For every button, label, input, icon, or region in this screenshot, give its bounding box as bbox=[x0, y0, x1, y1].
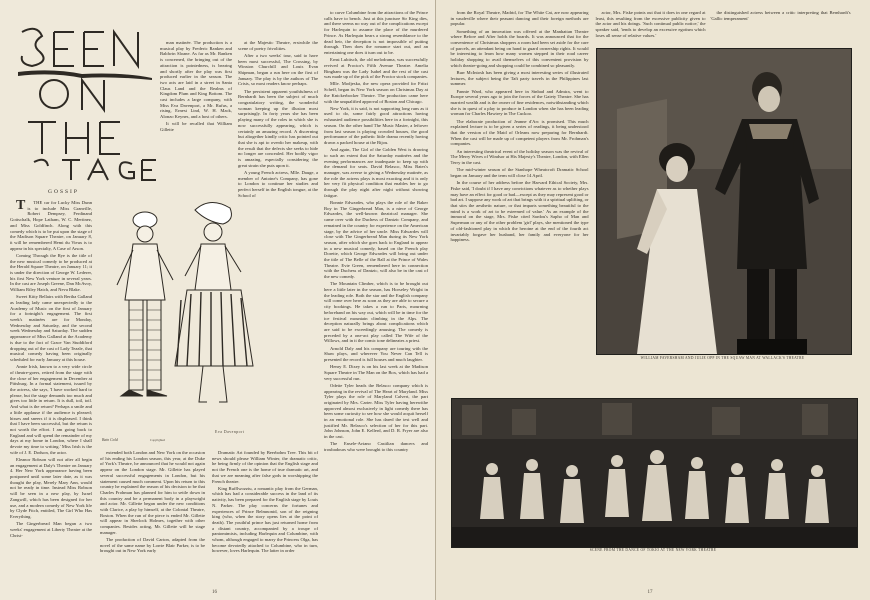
paragraph: Dramatic Art founded by Beerbohm Tree. This bit of news should please William Winter, the dramatic critic, he being firmly of the opinion that the English stage and not the French one is the home of true dramatic art, and that we are meaning after false gods in worshipping the French theatre. bbox=[212, 450, 318, 484]
page-number-right: 17 bbox=[647, 590, 653, 595]
right-bottom-col3 bbox=[551, 556, 646, 594]
paragraph: Bonnie Edwardes, who plays the role of the Baker Boy in The Gingerbread Man, is a niece of George Edwardes, the well-known theatrical manager. She came over with the Duchess of Dantzic Company, and remained in the country for experience on the American stage, by the advice of her uncle. Miss Edwardes will close with The Gingerbread Man during its New York season, after which she goes back to England to appear in a new musical comedy, based on the French play Dorette, which George Edwardes will bring out under the title of The Belle of the Ball at the Prince of Wales Theatre. Evie Green, remembered here in connection with the Duchess of Dantzic, will also be in the cast of the new comedy. bbox=[324, 200, 428, 280]
paragraph: In the course of her address before the Harvard Ethical Society, Mrs. Fiske said, 'I doubt if I have any convictions whatever as to whether plays may have an effect for good or bad—except as they may represent good or bad art. I suppose any work of art that brings with it a spiritual uplifting, or that stirs the aesthetic nature, or that imparts something beautiful to the mind is a work of art to be esteemed of value.' As an example of the immoral on the stage, Mrs. Fiske cited Sardou's Sapho of Man and Superman or any of the other problem 'girl' plays, she mentioned the type of old-fashioned play in which the heroine at the end of the fourth act invariably forgave her husband, her family and everyone for her happiness. bbox=[450, 180, 589, 243]
paragraph: extended both London and New York on the occasion of his ending his London season, this year, at the Duke of York's Theatre, he announced that he would not again appear on the London stage. Mr. Gillette has played several successful engagements in London, but his statement caused much comment. Upon his return to this country he explained the reason of his decision to be that Charles Frohman has planned for him to settle down in this country and be a permanent body in a playwright and actor. Mr. Gillette began under the new conditions with Clarice, a play by himself, at the Colonial Theatre, Boston. When the run of the piece is ended Mr. Gillette will appear in Sherlock Holmes, together with other companies. Besides acting, Mr. Gillette will be stage manager. bbox=[100, 450, 205, 535]
dropcap: T bbox=[16, 198, 26, 213]
right-page bbox=[436, 0, 870, 600]
paragraph: Something of an innovation was offered at the Manhattan Theatre where Before and After holds the boards. It was announced that for the convenience of Christmas shoppers a room had been set aside for the care of parcels, an attendant being on hand to guard ownership rights. It would be interesting to learn how many women stepped in their road career holiday shopping to avail themselves of this convenient provision by which theatre-going and shopping could be combined so pleasantly. bbox=[450, 28, 589, 68]
paragraph: It will be recalled that William Gillette bbox=[160, 121, 232, 133]
paragraph: Sweet Kitty Bellairs with Bertha Galland as leading lady came unexpectedly to the Academy of Music on the first of January for a fortnight's engagement. The first week's matinées are for Monday, Wednesday and Saturday, and the second week Wednesday and Saturday. The sudden appearance of Miss Galland at the Academy is due to the fact of Grace Van Studdiford dropping out of the cast of Lady Teazle, that musical comedy having been originally scheduled for early January at this house. bbox=[10, 294, 92, 362]
right-bottom-col4 bbox=[651, 556, 746, 594]
paragraph: man matinée. The production is a musical play by Frederic Ranken and Baldwin Sloane. As far as Mr. Ranken is concerned, the bringing out of the attraction is pointedness, is bearing and shortly after the play was first produced earlier in the season. The two acts are laid in a street in Santa Claus Land and the Realms of Kingdom Plum and King Bottom. The cast includes a large company, with Miss Eva Davenport, a Mr. Rufus, a rising, Ernest Lind, W. H. Mack, Alonzo Keynes, and a host of others. bbox=[160, 40, 232, 120]
left-col1-main bbox=[10, 200, 92, 585]
left-col2b-bottom bbox=[212, 450, 318, 590]
paragraph: the distinguished actress between a critic interpreting that Bernhardt's 'Gallic temperament' bbox=[710, 10, 851, 21]
paragraph: The persistent apparent youthfulness of Bernhardt has been the subject of much congratulatory writing, the wonderful woman keeping up the illusion most surprisingly. In forty years she has been playing many of the roles in which she is now successfully appearing, which is certainly an amazing record. A discerning but altogether kindly critic has pointed out that she is apt to overdo her makeup, with the result that the defects she seeks to hide no longer are concealed. Her bodily vigor is amazing, especially considering the great strain she puts upon it. bbox=[238, 88, 318, 168]
right-bottom-col1 bbox=[451, 556, 546, 594]
gossip-heading: GOSSIP bbox=[48, 189, 79, 195]
paragraph: The Ensele-Aviano Castilian dancers and troubadours who were brought to this country bbox=[324, 441, 428, 453]
left-col2-bottom bbox=[100, 450, 205, 590]
title-lettering-graphic bbox=[12, 22, 162, 182]
paragraph: Ernst Lubitsch, the old melodrama, was successfully revived at Proctor's Fifth Avenue Theatre. Amelia Bingham was the Lady Isabel and the rest of the cast was made up of the pick of the Proctor stock companies. bbox=[324, 57, 428, 80]
paragraph: Fannie Ward, who appeared here in Sinbad and Admira, went to Europe several years ago to join the forces of the Gaiety Theatre. She has married wealth and is the owner of fine residences, notwithstanding which she is in quest of a play to produce in London when she has been leading woman for Charles Hawtrey in The Cuckoo. bbox=[450, 88, 589, 117]
right-col-between bbox=[596, 364, 721, 394]
paragraph: Annie Irish, known to a very wide circle of theatre-goers, retired from the stage with the close of her engagement in December at Pittsburg. In a formal statement, issued by the actress, she says, 'I have worked hard to please, but the stage demands too much and gives too little in return. It is dull, toil, toil. And what is the return? Perhaps a smile and a little applause if the audience is pleased; hisses and sneers if it is displeased. I think that I have been successful, but the return is not worth the effort. I am going back to England and will spend the remainder of my days at my home in London, where I shall devote my time to writing.' Miss Irish is the wife of J. E. Dodson, the actor. bbox=[10, 364, 92, 455]
photo-faversham-opp bbox=[596, 48, 852, 355]
paragraph: The Mountain Climber, which is to be brought out here a little later in the season, has Horseley Wright in the leading role. Both the star and the English company will come over here as soon as they are able to secure a city bookings. He takes a run to Paris, mourning beforehand on his way out, which will be in time for the ice festival mountain climbing in the Alps. The deception naturally brings about complications which are said to be exceedingly amusing. The comedy is preceded by a one-act play called The Wife of the Willows, and in it the comic tone delineates a priest. bbox=[324, 281, 428, 344]
seen-on-the-stage-title-art bbox=[12, 22, 162, 182]
paragraph: And again, The Girl of the Golden West is drawing to such an extent that the Saturday matinées and the evening performances are inadequate to keep up with the demand for seats. David Belasco, Miss Bates's manager, was averse to giving a Wednesday matinée, as the role the actress plays is most exacting and it is only her very fit physical condition that enables her to go through the play night after night without showing fatigue. bbox=[324, 147, 428, 198]
paragraph: Coming Through the Rye is the title of the new musical comedy to be produced at the Herald Square Theatre, on January 11; it is under the direction of George W. Lederer, his first New York venture in several years. In the cast are Joseph Greene, Dan McAvoy, William Riley Hatch, and Neva Blake. bbox=[10, 252, 92, 293]
right-col1 bbox=[451, 10, 589, 395]
paragraph: to carve Columbine from the attractions of the Prince calls have to bench. Just at this juncture Sir King dies, and there seems no way out of the complications except for Harlequin to assume the place of the murdered Prince. As Harlequin bears a strong resemblance to the dead heir, the deception is not impossible of putting through. Then does the romance start out, and an entertaining one does it turn out to be. bbox=[324, 10, 428, 55]
two-figures-illustration bbox=[95, 190, 280, 440]
paragraph: Eleanor Robson will not after all begin an engagement at Daly's Theatre on January 4. Her New York appearance having been postponed until some later date, as it was thought the play, Merely Mary Ann, would not be ready in time. Instead Miss Robson will be seen in a new play, by Israel Zangwill, which has been designed for her use, and a modern comedy of New York life by Clyde Fitch, entitled, The Girl Who Has Everything. bbox=[10, 456, 92, 519]
left-col3 bbox=[324, 10, 428, 590]
page-number-left: 16 bbox=[212, 590, 217, 595]
paragraph: The production of David Carton, adapted from the novel of the same name by Lorrie Blair Parker, is to be brought out in New York early bbox=[100, 537, 205, 554]
dance-scene-graphic bbox=[452, 399, 857, 547]
paragraph: The Gingerbread Man began a two weeks' engagement at Liberty Theatre at the Christ- bbox=[10, 521, 92, 538]
right-col3-top bbox=[711, 10, 851, 46]
photo1-caption: WILLIAM FAVERSHAM AND JULIE OPP IN THE SQUAW MAN AT WALLACK'S THEATRE bbox=[640, 356, 805, 360]
photo2-caption: SCENE FROM THE DANCE OF TOKIO AT THE NEW YORK THEATRE bbox=[589, 548, 717, 552]
stage-photo-graphic bbox=[597, 49, 851, 354]
paragraph: Burr McIntosh has been giving a most interesting series of illustrated lectures, the subject being the Taft party travels in the Philippines last summer. bbox=[450, 70, 589, 87]
right-col1-continue bbox=[451, 364, 589, 394]
photo-dance-of-tokio bbox=[451, 398, 858, 548]
copyright-note: Copyrighted bbox=[150, 438, 165, 442]
paragraph: After a two weeks' tour, said to have been most successful, The Crossing, by Winston Churchill and Louis Evan Shipman, began a run here on the first of January. The play is by the authors of The Crisis, so most readers know perhaps. bbox=[238, 52, 318, 87]
paragraph: actor, Mrs. Fiske points out that it does in one regard at least, this resulting from the excessive publicity given to the actor and his doings. 'Such continual public notice,' the speaker said, 'tends to develop an excessive egotism which loses all sense of relative values.' bbox=[595, 10, 706, 38]
paragraph: Arnold Daly and his company are touring with the Shaw plays, and wherever You Never Can Tell is presented the record is full houses and much laughter. bbox=[324, 345, 428, 362]
illustrator-signature-2: Eva Davenport bbox=[215, 430, 245, 434]
paragraph: The mid-winter season of the Stanhope Wheatcroft Dramatic School began on January and the term will close 14 April. bbox=[450, 167, 589, 178]
left-col2-top bbox=[238, 40, 318, 198]
paragraph: T THE car for Lucky Miss Dunn is to include Miss Granville, Robert Dempsey, Ferdinand Gottschalk, Hope Latham, W. C. Mertinez, and Miss Goldfinch. Along with this comedy which is to be put upon the stage of the Madison Square Theatre, on January 8, it will be remembered Hemi du Vieux is to appear in his specialty, A Case of Arson. bbox=[10, 198, 92, 251]
paragraph: King Rufflwozziu, a romantic play from the German, which has had a considerable success in the land of its nativity, has been prepared for the English stage by Louis N. Parker. The play concerns the fortunes and experiences of Prince Belmnonid, son of the reigning king (who, when the story opens lies at the point of death). The youthful prince has just returned home from a distant country, accompanied by a troupe of pantomimists, including Harlequin and Columbine, with whom, although engaged to marry the Princess Olga, has become devotedly attached to Columbine, who in turn, however, loves Harlequin. The latter in order bbox=[212, 485, 318, 554]
paragraph: New York, it is said, is not supporting long runs as it used to do, some fairly good attractions having exhausted audience possibilities here in a fortnight, this season. On the other hand The Music Master, a leftover from last season is playing crowded houses, the good performance of the pathetic little drama recently having drawn a packed house at the Bijou. bbox=[324, 105, 428, 145]
illustrator-signature-1: Bain Gold bbox=[102, 438, 118, 442]
paragraph: from the Royal Theatre, Madrid, for The White Cat, are now appearing in vaudeville where their peasant dancing and their foreign methods are popular. bbox=[450, 10, 589, 27]
paragraph: An interesting theatrical event of the holiday season was the revival of The Merry Wives of Windsor at His Majesty's Theatre, London, with Ellen Terry in the cast. bbox=[450, 148, 589, 166]
right-col2-top bbox=[596, 10, 706, 46]
paragraph: Odette Tyler heads the Belasco company which is appearing in the revival of The Heart of Maryland. Miss Tyler plays the role of Maryland Calvert, the part originated by Mrs. Carter. Miss Tyler having herewithe approved almost exclusively in light comedy there has been some curiosity to see how she would acquit herself in an emotional role. She has dared the test well and justified Mr. Belasco's selection of her for this part. John Johnson, John E. Kellerd, and D. R. Fryer are also in the cast. bbox=[324, 382, 428, 440]
paragraph: The elaborate production of Jeanne d'Arc is promised. This much explained lecture is to be given a series of readings, it being understood that the version of the Maid of Orleans now preparing for Bernhardt. When the cast will be made up of competent players from Mr. Frohman's companies. bbox=[450, 118, 589, 147]
paragraph: at the Majestic Theatre, erstwhile the scene of poetry frivolities. bbox=[238, 40, 318, 51]
paragraph: Mlle. Modjeska, the new opera provided for Fritzi Scheff, began its New York season on Christmas Day at the Knickerbocker Theatre. The production came here with the unqualified approval of Boston and Chicago. bbox=[324, 81, 428, 104]
costume-illustration bbox=[95, 190, 280, 440]
paragraph: A young French actress, Mlle. Dauge, a member of Antoine's Company, has gone to London to continue her studies and perfect herself in the English tongue, at the School of bbox=[238, 169, 318, 198]
paragraph: Henry E. Dixey is on his last week at the Madison Square Theatre in The Man on the Box, which has had a very successful run. bbox=[324, 364, 428, 381]
